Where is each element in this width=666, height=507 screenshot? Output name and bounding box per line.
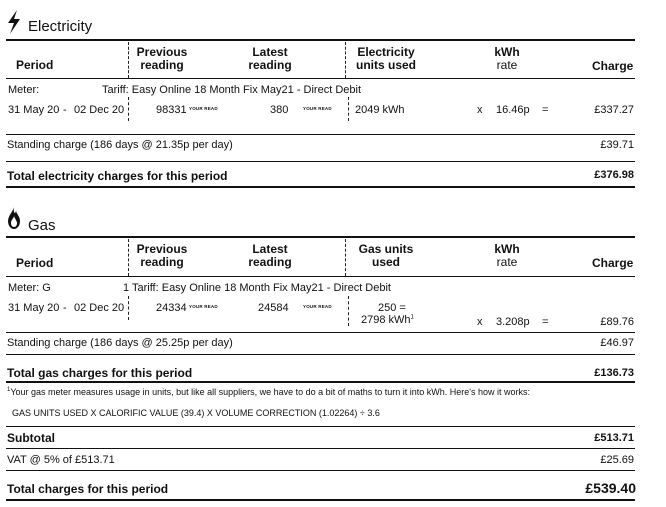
electricity-section-title: Electricity — [28, 18, 93, 35]
latest-reading: 380 — [270, 104, 289, 116]
reading-type-badge: YOUR READ — [189, 106, 218, 111]
electricity-total-value: £376.98 — [594, 169, 634, 181]
units-used: 250 = — [378, 302, 406, 314]
flame-icon — [7, 206, 21, 230]
standing-charge-label: Standing charge (186 days @ 21.35p per day) — [7, 139, 233, 151]
column-divider — [128, 296, 129, 320]
units-used-header: Electricity units used — [355, 45, 416, 72]
meter-label: Meter: — [8, 84, 40, 96]
previous-reading-header: Previous reading — [136, 45, 188, 72]
row-charge: £337.27 — [594, 104, 634, 116]
subtotal-label: Subtotal — [7, 431, 55, 445]
divider — [6, 161, 635, 162]
footnote-marker: 1 — [410, 314, 414, 321]
divider — [6, 134, 635, 135]
period-separator: - — [63, 302, 67, 314]
latest-reading: 24584 — [258, 302, 289, 314]
period-start: 31 May 20 — [8, 302, 60, 314]
column-divider — [348, 97, 349, 121]
standing-charge-label: Standing charge (186 days @ 25.25p per day) — [7, 337, 233, 349]
divider — [6, 448, 635, 449]
column-divider — [345, 42, 346, 78]
vat-label: VAT @ 5% of £513.71 — [7, 454, 115, 466]
latest-reading-header: Latest reading — [248, 45, 292, 72]
divider — [6, 381, 635, 383]
previous-reading: 24334 — [156, 302, 187, 314]
equals-sign: = — [542, 316, 549, 328]
grand-total-label: Total charges for this period — [7, 482, 169, 496]
electricity-total-label: Total electricity charges for this period — [7, 169, 228, 183]
divider — [6, 470, 635, 471]
footnote-marker: 1 — [7, 387, 11, 393]
column-divider — [345, 239, 346, 276]
divider — [6, 499, 635, 501]
units-used-header: Gas units used — [358, 242, 414, 269]
latest-reading-header: Latest reading — [248, 242, 292, 269]
column-divider — [348, 296, 349, 326]
tariff-text: Tariff: Easy Online 18 Month Fix May21 - Direct Debit — [102, 84, 362, 96]
multiply-sign: x — [477, 104, 483, 116]
gas-footnote: $^1$Your gas meter measures usage in units, but like all suppliers, we have to do a bit of maths to turn it into kWh. Here's how it works: — [7, 387, 530, 397]
meter-label: Meter: G — [8, 282, 51, 294]
divider — [6, 186, 635, 188]
column-divider — [128, 97, 129, 121]
divider — [6, 332, 635, 333]
standing-charge-value: £39.71 — [600, 139, 634, 151]
equals-sign: = — [542, 104, 549, 116]
period-separator: - — [63, 104, 67, 116]
reading-type-badge: YOUR READ — [189, 304, 218, 309]
divider — [6, 78, 635, 79]
period-end: 02 Dec 20 — [74, 104, 125, 116]
reading-type-badge: YOUR READ — [303, 304, 332, 309]
divider — [6, 426, 635, 427]
row-charge: £89.76 — [600, 316, 634, 328]
units-used-kwh: 2798 kWh$^1$ — [361, 314, 414, 326]
gas-conversion-formula: GAS UNITS USED X CALORIFIC VALUE (39.4) X VOLUME CORRECTION (1.02264) ÷ 3.6 — [12, 408, 380, 418]
subtotal-value: £513.71 — [594, 432, 634, 444]
gas-total-value: £136.73 — [594, 367, 634, 379]
units-used: 2049 kWh — [355, 104, 405, 116]
standing-charge-value: £46.97 — [600, 337, 634, 349]
unit-rate: 16.46p — [496, 104, 530, 116]
reading-type-badge: YOUR READ — [303, 106, 332, 111]
multiply-sign: x — [477, 316, 483, 328]
kwh-rate-header: kWh rate — [494, 242, 520, 269]
column-divider — [128, 239, 129, 276]
period-start: 31 May 20 — [8, 104, 60, 116]
previous-reading-header: Previous reading — [136, 242, 188, 269]
lightning-bolt-icon — [6, 10, 22, 34]
divider — [6, 354, 635, 355]
previous-reading: 98331 — [156, 104, 187, 116]
tariff-text: 1 Tariff: Easy Online 18 Month Fix May21 - Direct Debit — [123, 282, 391, 294]
period-header: Period — [16, 58, 54, 72]
column-divider — [128, 42, 129, 78]
kwh-rate-header: kWh rate — [494, 45, 520, 72]
period-header: Period — [16, 256, 54, 270]
divider — [6, 276, 635, 277]
period-end: 02 Dec 20 — [74, 302, 125, 314]
gas-total-label: Total gas charges for this period — [7, 366, 193, 380]
charge-header: Charge — [592, 256, 634, 270]
gas-section-title: Gas — [28, 217, 56, 234]
unit-rate: 3.208p — [496, 316, 530, 328]
grand-total-value: £539.40 — [585, 480, 636, 496]
divider — [6, 236, 635, 238]
vat-value: £25.69 — [600, 454, 634, 466]
charge-header: Charge — [592, 59, 634, 73]
divider — [6, 39, 635, 41]
